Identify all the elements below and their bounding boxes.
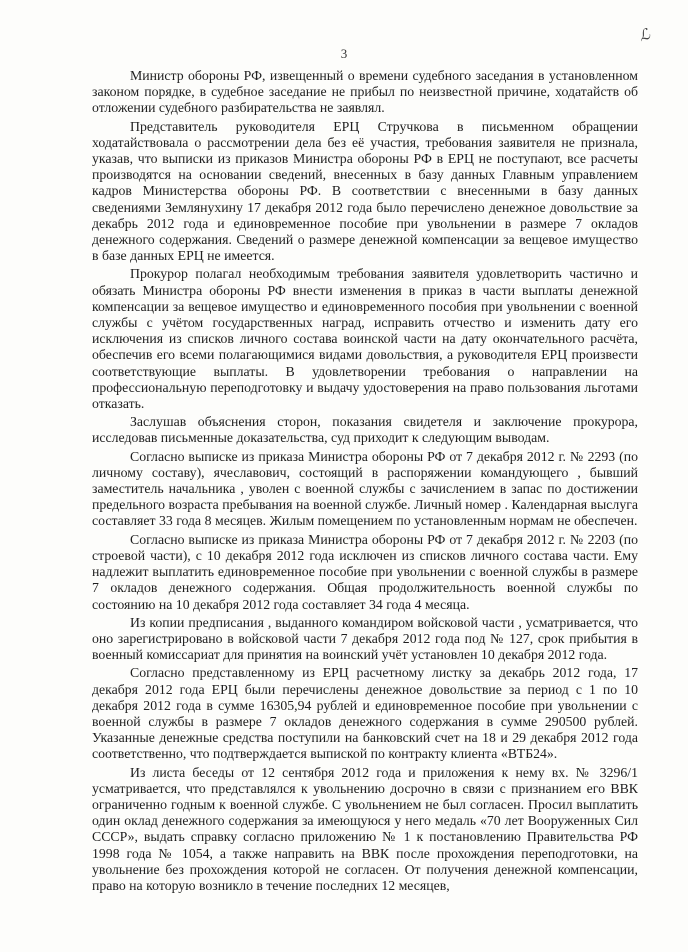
paragraph-prescription: Из копии предписания , выданного командиром войсковой части , усматривается, что оно зарегистрировано в войсковой части 7 декабря 2012 года под № 127, срок прибытия в военный комиссариат для принятия на воинский учёт установлен 10 декабря 2012 года. bbox=[92, 614, 638, 663]
paragraph-payslip: Согласно представленному из ЕРЦ расчетному листку за декабрь 2012 года, 17 декабря 2012 года ЕРЦ были перечислены денежное довольствие за период с 1 по 10 декабря 2012 года в сумме 16305,94 рублей и единовременное пособие при увольнении с военной службы в размере 7 окладов денежного содержания в сумме 290500 рублей. Указанные денежные средства поступили на банковский счет на 18 и 29 декабря 2012 года соответственно, что подтверждается выпиской по контракту клиента «ВТБ24». bbox=[92, 665, 638, 762]
paragraph-court-findings-intro: Заслушав объяснения сторон, показания свидетеля и заключение прокурора, исследовав письменные доказательства, суд приходит к следующим выводам. bbox=[92, 414, 638, 446]
document-body bbox=[92, 68, 638, 896]
paragraph-minister-absence: Министр обороны РФ, извещенный о времени судебного заседания в установленном законом порядке, в судебное заседание не прибыл по неизвестной причине, ходатайств об отложении судебного разбирательства не заявлял. bbox=[92, 68, 638, 116]
handwritten-mark: ℒ bbox=[636, 24, 653, 46]
paragraph-erc-representative: Представитель руководителя ЕРЦ Стручкова в письменном обращении ходатайствовала о рассмотрении дела без её участия, требования заявителя не признала, указав, что выписки из приказов Министра обороны РФ в ЕРЦ не поступают, все расчеты производятся на основании сведений, внесенных в базу данных Главным управлением кадров Министерства обороны РФ. В соответствии с внесенными в базу данных сведениями Землянухину 17 декабря 2012 года было перечислено денежное довольствие за декабрь 2012 года и единовременное пособие при увольнении в размере 7 окладов денежного содержания. Сведений о размере денежной компенсации за вещевое имущество в базе данных ЕРЦ не имеется. bbox=[92, 118, 638, 264]
paragraph-prosecutor: Прокурор полагал необходимым требования заявителя удовлетворить частично и обязать Министра обороны РФ внести изменения в приказ в части выплаты денежной компенсации за вещевое имущество и единовременного пособия при увольнении с военной службы с учётом государственных наград, исправить отчество и изменить дату его исключения из списков личного состава воинской части на дату окончательного расчёта, обеспечив его всеми полагающимися видами довольствия, а руководителя ЕРЦ произвести соответствующие выплаты. В удовлетворении требования о направлении на профессиональную переподготовку и выдачу удостоверения на право пользования льготами отказать. bbox=[92, 266, 638, 412]
paragraph-order-2203: Согласно выписке из приказа Министра обороны РФ от 7 декабря 2012 г. № 2203 (по строевой части), с 10 декабря 2012 года исключен из списков личного состава части. Ему надлежит выплатить единовременное пособие при увольнении с военной службы в размере 7 окладов денежного содержания. Общая продолжительность военной службы по состоянию на 10 декабря 2012 года составляет 34 года 4 месяца. bbox=[92, 531, 638, 612]
page-number: 3 bbox=[340, 46, 348, 61]
paragraph-interview-sheet: Из листа беседы от 12 сентября 2012 года и приложения к нему вх. № 3296/1 усматривается, что представлялся к увольнению досрочно в связи с признанием его ВВК ограниченно годным к военной службе. С увольнением не был согласен. Просил выплатить один оклад денежного содержания за имеющуюся у него медаль «70 лет Вооруженных Сил СССР», выдать справку согласно приложению № 1 к постановлению Правительства РФ 1998 года № 1054, а также направить на ВВК после прохождения переподготовки, на увольнение без прохождения которой не согласен. От получения денежной компенсации, право на которую возникло в течение последних 12 месяцев, bbox=[92, 764, 638, 893]
paragraph-order-2293: Согласно выписке из приказа Министра обороны РФ от 7 декабря 2012 г. № 2293 (по личному составу), ячеславович, состоящий в распоряжении командующего , бывший заместитель начальника , уволен с военной службы с зачислением в запас по достижении предельного возраста пребывания на военной службе. Личный номер . Календарная выслуга составляет 33 года 8 месяцев. Жилым помещением по установленным нормам не обеспечен. bbox=[92, 448, 638, 529]
